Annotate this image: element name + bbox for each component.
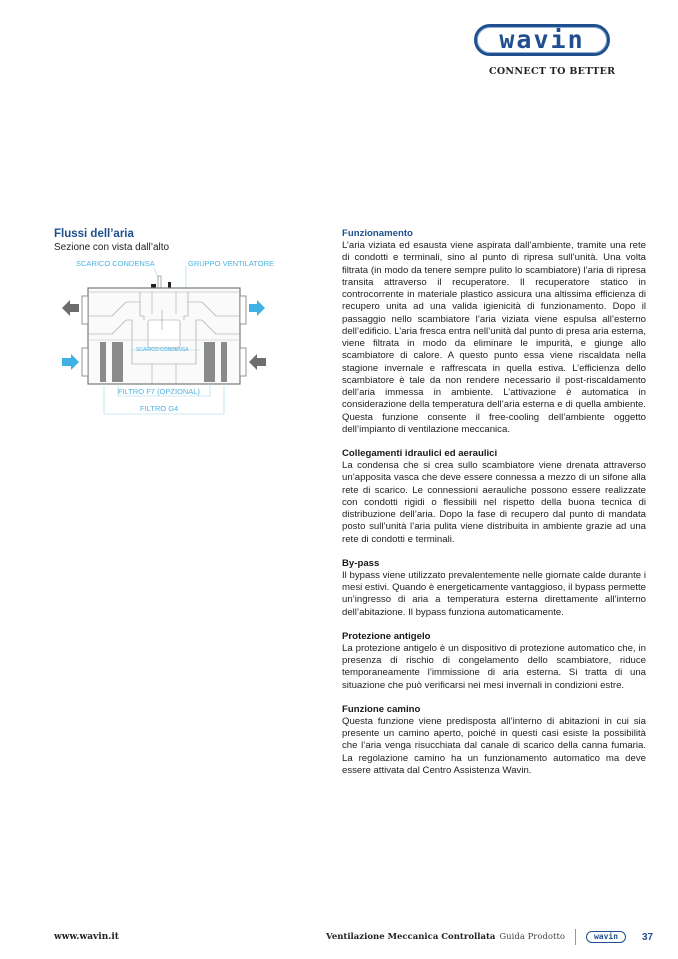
fresh-air-in-left-arrow-icon [62, 354, 79, 370]
label-filtro-f7: FILTRO F7 (OPZIONAL) [118, 387, 200, 396]
label-gruppo-ventilatore: GRUPPO VENTILATORE [188, 259, 274, 268]
section-funzionamento [342, 228, 646, 436]
section-body: La protezione antigelo è un dispositivo di protezione automatico che, in presenza di rischio di congelamento dello scambiatore, riduce temporaneamente l’immissione di aria esterna. Si tratta di una situazione che può verificarsi nei mesi invernali in condizioni estre. [342, 642, 646, 691]
section-body: L’aria viziata ed esausta viene aspirata dall’ambiente, tramite una rete di condotti e terminali, sino al punto di ripresa sull’unità. Una volta filtrata (in modo da tenere sempre pulito lo scambiatore) l’aria di ripresa transita attraverso il recuperatore. Il recuperatore statico in controcorrente in materiale plastico assicura una altissima efficienza di recupero unita ad una valida igienicità di funzionamento. Dopo il passaggio nello scambiatore l’aria viziata viene espulsa all’esterno dell’edificio. L’aria fresca entra nell’unità dal punto di presa aria esterna, viene filtrata in modo da eliminare le impurità, e giunge allo scambiatore di calore. A questo punto essa viene riscaldata nella stagione invernale e raffrescata in quella estiva. L’efficienza dello scambiatore è tale da non rendere necessario il post-riscaldamento dell’aria immessa in ambiente. L’attivazione è automatica in considerazione della temperatura dell’aria esterna e di quella ambiente. Questa funzione consente il free-cooling dell’ambiente oggetto dell’impianto di ventilazione meccanica. [342, 240, 646, 435]
footer-wavin-logo: wavin [586, 931, 626, 943]
air-flow-title: Flussi dell’aria [54, 228, 134, 240]
supply-out-right-arrow-icon [249, 300, 265, 316]
air-flow-section [54, 228, 294, 254]
section-collegamenti [342, 448, 646, 546]
page-number: 37 [642, 931, 654, 943]
section-camino [342, 704, 646, 777]
section-bypass [342, 558, 646, 619]
section-antigelo [342, 631, 646, 692]
section-body: Questa funzione viene predisposta all’interno di abitazioni in cui sia presente un camino aperto, poiché in questi casi esiste la possibilità che l’aria venga risucchiata dal canale di scarico della canna fumaria. La regolazione camino ha un funzionamento automatico ma deve essere attivata dal Centro Assistenza Wavin. [342, 715, 646, 776]
air-flow-diagram [54, 258, 294, 423]
return-air-in-right-arrow-icon [249, 354, 266, 370]
section-heading: By-pass [342, 557, 380, 569]
section-heading: Collegamenti idraulici ed aeraulici [342, 448, 498, 459]
footer-divider [575, 929, 576, 945]
unit-cross-section-drawing [54, 258, 294, 423]
section-body: La condensa che si crea sullo scambiatore viene drenata attraverso un’apposita vasca che deve essere connessa a mezzo di un sifone alla rete di scarico. Le connessioni aerauliche possono essere realizzate con condotti rigidi o flessibili nel rispetto della buona tecnica di distribuzione dell’aria. Dopo la fase di recupero dal punto di mandata posto sull’unità l’aria pulita viene distribuita in ambiente grazie ad una rete di condotti e terminali. [342, 460, 646, 545]
footer-doc-subtitle: Guida Prodotto [499, 932, 565, 942]
section-heading: Funzione camino [342, 703, 421, 715]
label-filtro-g4: FILTRO G4 [140, 404, 179, 413]
section-heading: Funzionamento [342, 228, 413, 239]
footer-website-link[interactable]: www.wavin.it [54, 932, 119, 942]
air-flow-subtitle: Sezione con vista dall’alto [54, 242, 170, 253]
label-scarico-condensa: SCARICO CONDENSA [76, 259, 155, 268]
section-heading: Protezione antigelo [342, 630, 431, 642]
tagline: CONNECT TO BETTER [489, 66, 616, 77]
footer-doc-title: Ventilazione Meccanica Controllata [326, 932, 496, 942]
footer-info [326, 929, 653, 945]
section-body: Il bypass viene utilizzato prevalentemente nelle giornate calde durante i mesi estivi. Quando è energeticamente vantaggioso, il bypass permette un’ingresso di aria a temperatura esterna direttamente all’interno dell’abitazione. Il bypass funziona automaticamente. [342, 569, 646, 618]
exhaust-out-left-arrow-icon [62, 300, 79, 316]
logo-text: wavin [499, 25, 585, 54]
label-scarico-condensa-inner: SCARICO CONDENSA [136, 347, 189, 353]
wavin-logo [474, 24, 614, 60]
description-column [342, 228, 646, 789]
